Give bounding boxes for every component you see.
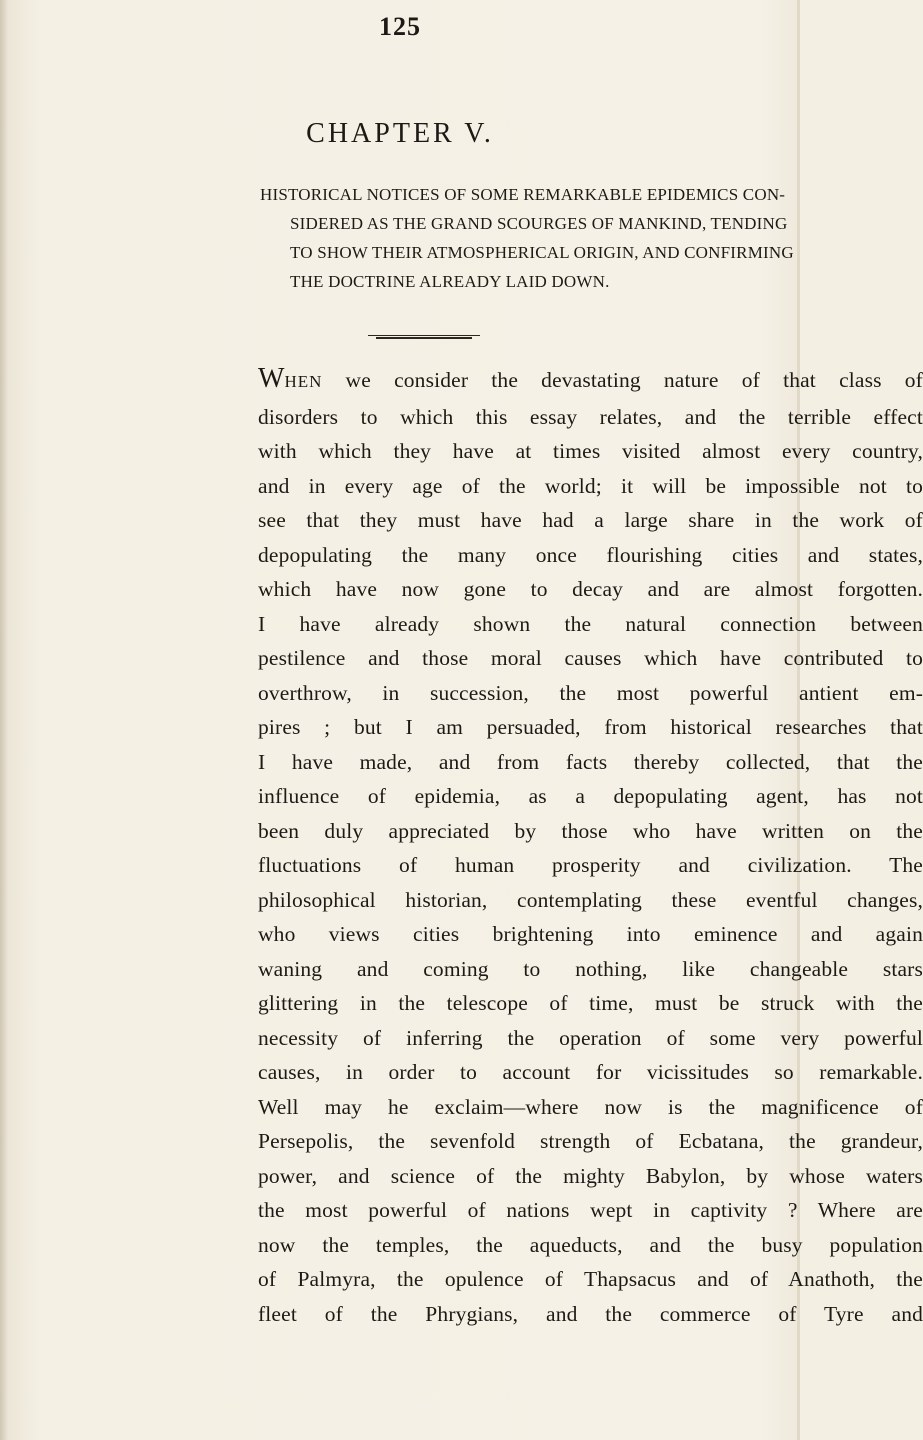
text-line: and in every age of the world; it will be impossible not to (258, 473, 923, 498)
gutter-shadow (0, 0, 8, 1440)
text-line: disorders to which this essay relates, and the terrible effect (258, 404, 923, 429)
text-line: Persepolis, the sevenfold strength of Ecbatana, the grandeur, (258, 1129, 923, 1153)
text-line: power, and science of the mighty Babylon, by whose waters (258, 1163, 923, 1188)
text-line: influence of epidemia, as a depopulating agent, has not (258, 784, 923, 808)
text-line: of Palmyra, the opulence of Thapsacus and of Anathoth, the (258, 1267, 923, 1291)
text-line: the most powerful of nations wept in captivity ? Where are (258, 1198, 923, 1222)
text-line: fleet of the Phrygians, and the commerce of Tyre and (258, 1301, 923, 1326)
text-line: pires ; but I am persuaded, from historical researches that (258, 715, 923, 739)
text-line: philosophical historian, contemplating these eventful changes, (258, 887, 923, 912)
opening-rest: we consider the devastating nature of that class of (322, 368, 923, 392)
text-line: Well may he exclaim—where now is the magnificence of (258, 1094, 923, 1119)
text-line: with which they have at times visited almost every country, (258, 439, 923, 463)
text-line: which have now gone to decay and are almost forgotten. (258, 577, 923, 601)
text-line: I have already shown the natural connection between (258, 611, 923, 636)
text-line: glittering in the telescope of time, must be struck with the (258, 991, 923, 1015)
page-number: 125 (379, 12, 421, 41)
text-line: waning and coming to nothing, like changeable stars (258, 956, 923, 981)
text-line: overthrow, in succession, the most powerful antient em- (258, 680, 923, 705)
text-line: pestilence and those moral causes which have contributed to (258, 646, 923, 670)
text-line: fluctuations of human prosperity and civilization. The (258, 853, 923, 877)
chapter-subtitle (260, 180, 920, 296)
text-line: been duly appreciated by those who have written on the (258, 818, 923, 843)
subtitle-line: SIDERED AS THE GRAND SCOURGES OF MANKIND, TENDING (290, 214, 788, 233)
text-line: now the temples, the aqueducts, and the busy population (258, 1232, 923, 1257)
section-divider-rule (368, 335, 480, 339)
divider-thick-line (376, 337, 472, 339)
text-line: I have made, and from facts thereby collected, that the (258, 749, 923, 774)
subtitle-line: HISTORICAL NOTICES OF SOME REMARKABLE EPIDEMICS CON- (260, 185, 786, 204)
text-line: necessity of inferring the operation of some very powerful (258, 1025, 923, 1050)
subtitle-line: THE DOCTRINE ALREADY LAID DOWN. (290, 272, 610, 291)
chapter-title: CHAPTER V. (306, 118, 494, 149)
text-line: see that they must have had a large share in the work of (258, 508, 923, 532)
text-line: who views cities brightening into eminence and again (258, 922, 923, 946)
opening-line (258, 362, 923, 400)
divider-thin-line (368, 335, 480, 336)
dropcap-letter: W (258, 363, 285, 394)
text-line: causes, in order to account for vicissitudes so remarkable. (258, 1060, 923, 1084)
opening-smallcaps: HEN (284, 372, 323, 391)
body-paragraph (258, 362, 923, 1331)
text-line: depopulating the many once flourishing cities and states, (258, 542, 923, 567)
subtitle-line: TO SHOW THEIR ATMOSPHERICAL ORIGIN, AND CONFIRMING (290, 243, 794, 262)
